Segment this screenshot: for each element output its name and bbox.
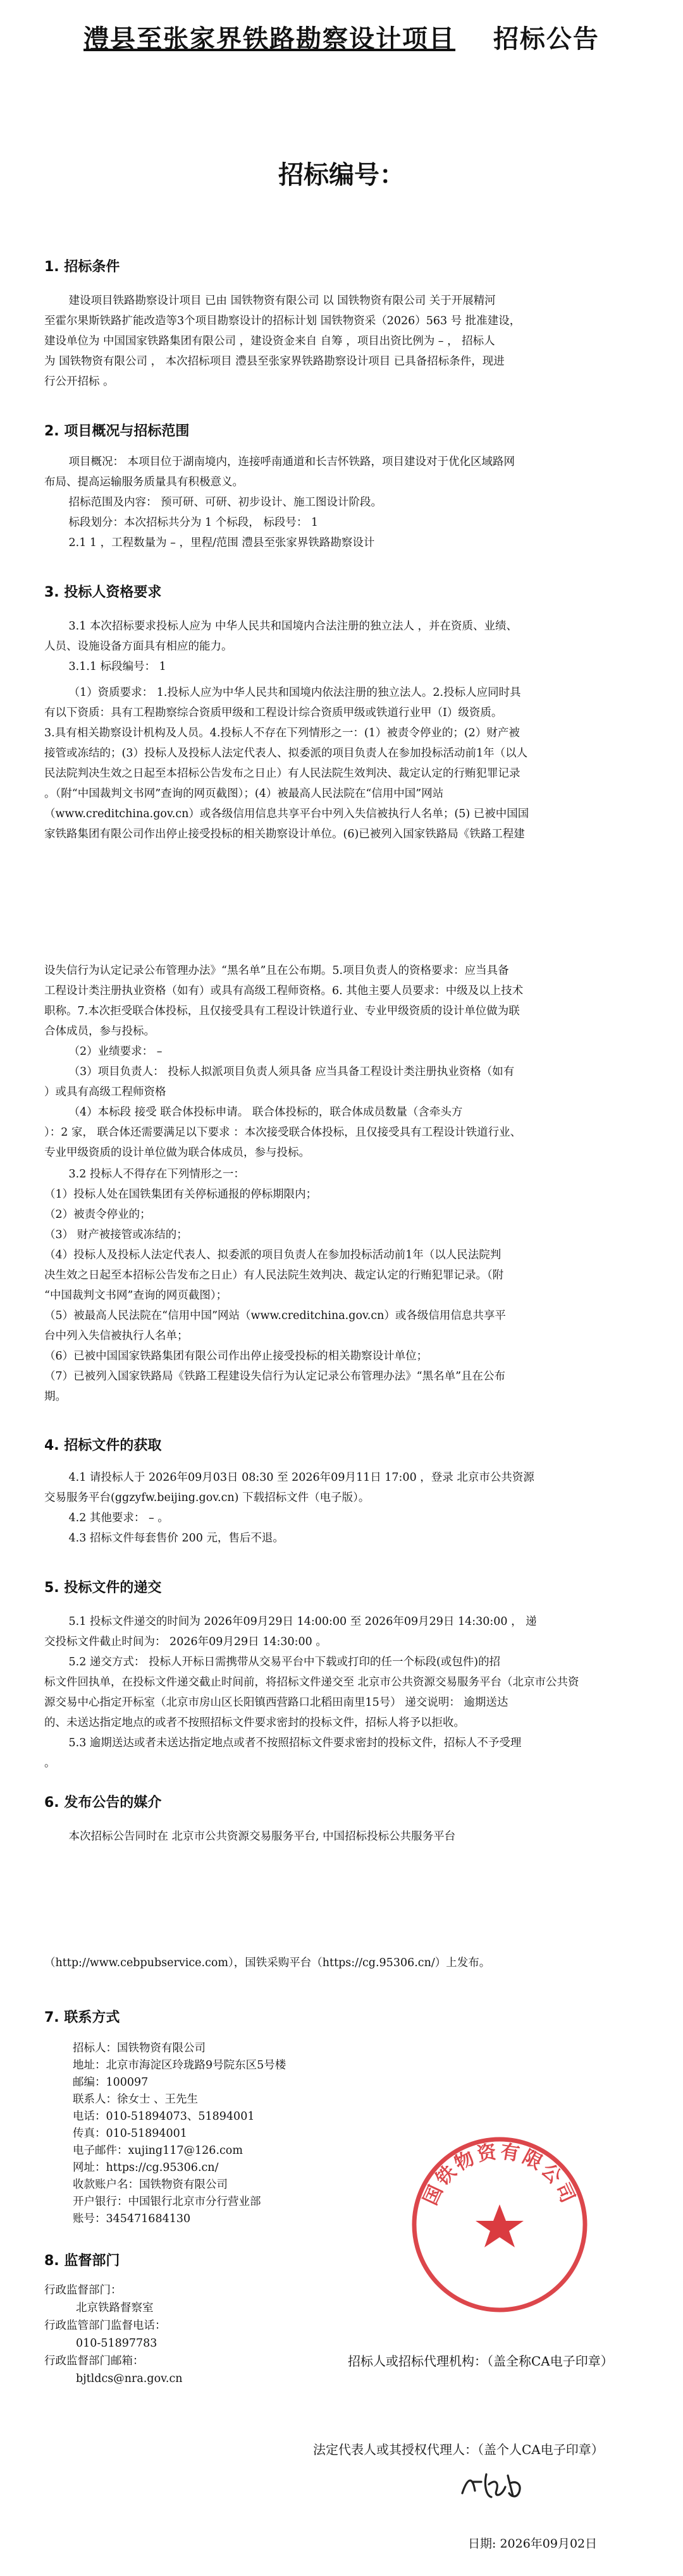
s4-line: 4.3 招标文件每套售价 200 元，售后不退。	[68, 1532, 284, 1545]
s2-line: 项目概况： 本项目位于湖南境内，连接呼南通道和长吉怀铁路，项目建设对于优化区域路网	[68, 456, 515, 468]
section-8-heading: 8. 监督部门	[44, 2253, 120, 2269]
supervision-info	[44, 2281, 360, 2388]
s3-line: （2）业绩要求： –	[68, 1045, 163, 1058]
s3-line: 决生效之日起至本招标公告发布之日止）有人民法院生效判决、裁定认定的行贿犯罪记录。（附	[44, 1269, 504, 1282]
section-5-heading: 5. 投标文件的递交	[44, 1580, 162, 1596]
s1-line: 建设单位为 中国国家铁路集团有限公司 ，建设资金来自 自筹 ，项目出资比例为 – ， 招标人	[44, 335, 495, 348]
contact-line: 联系人：徐女士 、王先生	[73, 2093, 199, 2106]
section-1-heading: 1. 招标条件	[44, 259, 120, 275]
s3-intro-line: 3.1.1 标段编号： 1	[68, 660, 166, 673]
s3-line: （7）已被列入国家铁路局《铁路工程建设失信行为认定记录公布管理办法》“黑名单”且在公布	[44, 1370, 506, 1383]
stamp-line: 招标人或招标代理机构：（盖全称CA电子印章）	[348, 2354, 613, 2369]
contact-line: 账号：345471684130	[73, 2213, 191, 2225]
s1-line: 为 国铁物资有限公司 ， 本次招标项目 澧县至张家界铁路勘察设计项目 已具备招标条件，现进	[44, 355, 505, 368]
s2-line: 招标范围及内容： 预可研、可研、初步设计、施工图设计阶段。	[68, 496, 383, 509]
s3-line: （5）被最高人民法院在“信用中国”网站（www.creditchina.gov.cn）或各级信用信息共享平	[44, 1309, 506, 1322]
s3-line: 职称。7.本次拒受联合体投标，且仅接受具有工程设计铁道行业、专业甲级资质的设计单位做为联	[44, 1005, 520, 1018]
contact-line: 电话：010-51894073、51894001	[73, 2110, 255, 2123]
contact-line: 网址：https://cg.95306.cn/	[73, 2161, 219, 2174]
contact-line: 电子邮件：xujing117@126.com	[73, 2144, 243, 2157]
contact-line: 招标人：国铁物资有限公司	[73, 2042, 206, 2055]
s3-line: （3） 财产被接管或冻结的；	[44, 1229, 188, 1241]
s3-line: 合体成员，参与投标。	[44, 1025, 155, 1038]
s3-intro-line: 3.1 本次招标要求投标人应为 中华人民共和国境内合法注册的独立法人 ，并在资质、业绩、	[68, 620, 518, 633]
s5-line: 。	[44, 1757, 56, 1770]
section-3-continued	[44, 961, 651, 1163]
section-4-body	[44, 1467, 651, 1548]
s5-line: 5.1 投标文件递交的时间为 2026年09月29日 14:00:00 至 2026年09月29日 14:30:00 ， 递	[68, 1615, 537, 1628]
company-seal	[405, 2130, 594, 2319]
s6-line: 本次招标公告同时在 北京市公共资源交易服务平台, 中国招标投标公共服务平台	[68, 1830, 456, 1843]
s3-line: （6）已被中国国家铁路集团有限公司作出停止接受投标的相关勘察设计单位；	[44, 1350, 428, 1363]
s3-line: 专业甲级资质的设计单位做为联合体成员，参与投标。	[44, 1146, 310, 1159]
project-title: 澧县至张家界铁路勘察设计项目	[83, 24, 456, 54]
section-5-body	[44, 1612, 651, 1773]
s3-line: 。（附“中国裁判文书网”查询的网页截图）；(4）被最高人民法院在“信用中国”网站	[44, 787, 444, 800]
contact-line: 收款账户名：国铁物资有限公司	[73, 2178, 228, 2191]
s3-line: 3.具有相关勘察设计机构及人员。4.投标人不存在下列情形之一：(1）被责令停业的；(2）财产被	[44, 727, 520, 739]
s5-line: 交投标文件截止时间为： 2026年09月29日 14:30:00 。	[44, 1636, 327, 1648]
s3-line: 期。	[44, 1390, 66, 1403]
s3-line: 工程设计类注册执业资格（如有）或具有高级工程师资格。6. 其他主要人员要求：中级及以上技术	[44, 985, 524, 997]
contact-line: 地址：北京市海淀区玲珑路9号院东区5号楼	[73, 2059, 286, 2072]
media-line: （http://www.cebpubservice.com），国铁采购平台（https://cg.95306.cn/）上发布。	[44, 1957, 491, 1969]
seal-star-icon	[476, 2204, 524, 2247]
s1-line: 行公开招标 。	[44, 375, 114, 388]
s3-line: 接管或冻结的；(3）投标人及投标人法定代表人、拟委派的项目负责人在参加投标活动前1年（以人	[44, 747, 528, 760]
s4-line: 交易服务平台(ggzyfw.beijing.gov.cn) 下载招标文件（电子版）。	[44, 1492, 370, 1504]
s3-line: 台中列入失信被执行人名单；	[44, 1330, 188, 1342]
section-7-heading: 7. 联系方式	[44, 2010, 120, 2026]
s3-line: 设失信行为认定记录公布管理办法》“黑名单”且在公布期。5.项目负责人的资格要求：应当具备	[44, 964, 509, 977]
supervision-line: 行政监管部门监督电话：	[44, 2319, 166, 2332]
s5-line: 5.3 逾期送达或者未送达指定地点或者不按照招标文件要求密封的投标文件，招标人不予受理	[68, 1737, 522, 1749]
section-1-body	[44, 291, 651, 392]
svg-text:国铁物资有限公司	[419, 2141, 580, 2208]
s5-line: 的、未送达指定地点的或者不按照招标文件要求密封的投标文件，招标人将予以拒收。	[44, 1716, 465, 1729]
section-3-intro	[44, 616, 651, 677]
s3-line: “中国裁判文书网”查询的网页截图）；	[44, 1289, 228, 1302]
s5-line: 标文件回执单，在投标文件递交截止时间前，将招标文件递交至 北京市公共资源交易服务平台（北京市公共资	[44, 1676, 579, 1689]
supervision-line: 010-51897783	[76, 2337, 157, 2350]
section-3-qualifications	[44, 683, 651, 844]
s4-line: 4.2 其他要求： – 。	[68, 1512, 169, 1524]
section-4-heading: 4. 招标文件的获取	[44, 1438, 162, 1454]
s1-line: 建设项目铁路勘察设计项目 已由 国铁物资有限公司 以 国铁物资有限公司 关于开展精河	[68, 295, 496, 307]
signing-date: 日期: 2026年09月02日	[468, 2537, 598, 2551]
s3-line: 有以下资质：具有工程勘察综合资质甲级和工程设计综合资质甲级或铁道行业甲（Ⅰ）级资质。	[44, 707, 503, 719]
section-2-heading: 2. 项目概况与招标范围	[44, 423, 190, 439]
s3-line: （4）投标人及投标人法定代表人、拟委派的项目负责人在参加投标活动前1年（以人民法院判	[44, 1249, 501, 1261]
supervision-line: bjtldcs@nra.gov.cn	[76, 2372, 183, 2385]
contact-line: 传真：010-51894001	[73, 2127, 187, 2140]
s3-line: （www.creditchina.gov.cn）或各级信用信息共享平台中列入失信被执行人名单；(5) 已被中国国	[44, 808, 529, 820]
section-3-exclusions	[44, 1164, 651, 1407]
handwritten-signature	[458, 2468, 528, 2503]
s5-line: 5.2 递交方式： 投标人开标日需携带从交易平台中下载或打印的任一个标段(或包件)的招	[68, 1656, 501, 1668]
section-6-heading: 6. 发布公告的媒介	[44, 1795, 162, 1811]
s5-line: 源交易中心指定开标室（北京市房山区长阳镇西营路口北稻田南里15号） 递交说明： 逾期送达	[44, 1696, 508, 1709]
s3-line: （3）项目负责人： 投标人拟派项目负责人须具备 应当具备工程设计类注册执业资格（如有	[68, 1066, 515, 1078]
seal-text: 国铁物资有限公司	[419, 2140, 580, 2209]
s3-line: ）：2 家， 联合体还需要满足以下要求 ：本次接受联合体投标，且仅接受具有工程设计铁道行业、	[44, 1126, 522, 1139]
contact-line: 开户银行：中国银行北京市分行营业部	[73, 2196, 261, 2208]
notice-type: 招标公告	[493, 24, 600, 54]
document-title	[0, 19, 683, 55]
s2-line: 2.1 1 ，工程数量为 – ，里程/范围 澧县至张家界铁路勘察设计	[68, 537, 375, 549]
s3-line: 家铁路集团有限公司作出停止接受投标的相关勘察设计单位。(6)已被列入国家铁路局《铁路工程建	[44, 828, 525, 841]
s3-line: （1）投标人处在国铁集团有关停标通报的停标期限内；	[44, 1188, 317, 1201]
s4-line: 4.1 请投标人于 2026年09月03日 08:30 至 2026年09月11日 17:00 ，登录 北京市公共资源	[68, 1471, 534, 1484]
supervision-line: 行政监督部门邮箱：	[44, 2355, 144, 2367]
s3-line: （1）资质要求： 1.投标人应为中华人民共和国境内依法注册的独立法人。2.投标人应同时具	[68, 686, 521, 699]
s3-line: （4）本标段 接受 联合体投标申请。 联合体投标的，联合体成员数量（含牵头方	[68, 1106, 463, 1119]
section-6-body	[44, 1826, 651, 1847]
section-2-body	[44, 452, 651, 553]
section-3-heading: 3. 投标人资格要求	[44, 585, 162, 600]
supervision-line: 北京铁路督察室	[76, 2302, 154, 2314]
s1-line: 至霍尔果斯铁路扩能改造等3个项目勘察设计的招标计划 国铁物资采（2026）563 号 批准建设，	[44, 315, 521, 327]
s3-line: ）或具有高级工程师资格	[44, 1086, 166, 1098]
s3-line: 3.2 投标人不得存在下列情形之一：	[68, 1168, 245, 1181]
s2-line: 布局、提高运输服务质量具有积极意义。	[44, 476, 243, 489]
bid-number-label: 招标编号：	[278, 160, 405, 190]
s2-line: 标段划分：本次招标共分为 1 个标段， 标段号： 1	[68, 516, 319, 529]
representative-line: 法定代表人或其授权代理人：（盖个人CA电子印章）	[313, 2442, 604, 2457]
s3-intro-line: 人员、设施设备方面具有相应的能力。	[44, 640, 233, 653]
contact-line: 邮编：100097	[73, 2076, 149, 2089]
s3-line: （2）被责令停业的；	[44, 1208, 151, 1221]
s3-line: 民法院判决生效之日起至本招标公告发布之日止）有人民法院生效判决、裁定认定的行贿犯罪记录	[44, 767, 520, 780]
supervision-line: 行政监督部门：	[44, 2284, 122, 2297]
